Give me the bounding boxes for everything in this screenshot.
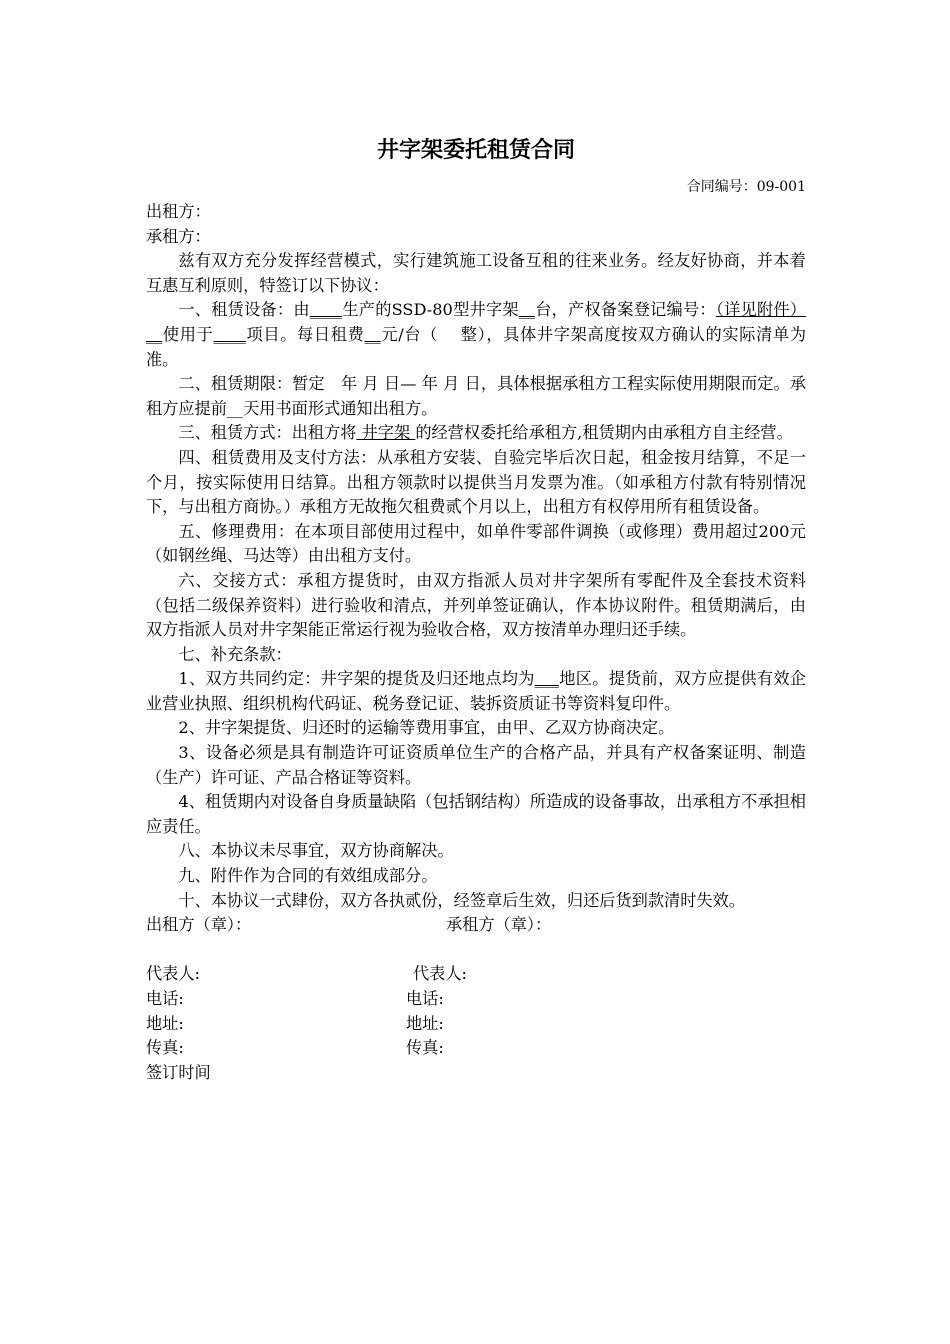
- contract-page: [146, 136, 806, 1085]
- clause-3: 三、租赁方式：出租方将 井字架 的经营权委托给承租方,租赁期内由承租方自主经营。: [178, 423, 793, 443]
- clause-7-4: 4、租赁期内对设备自身质量缺陷（包括钢结构）所造成的设备事故，出承租方不承担相应责任。: [146, 792, 806, 836]
- clause-9: 九、附件作为合同的有效组成部分。: [178, 866, 438, 886]
- document-title: 井字架委托租赁合同: [376, 138, 575, 163]
- clause-10: 十、本协议一式肆份，双方各执贰份，经签章后生效，归还后货到款清时失效。: [178, 890, 745, 910]
- lessor-representative: 代表人:: [146, 964, 201, 984]
- representative-row: [146, 962, 806, 987]
- phone-row: [146, 987, 806, 1012]
- clause-4: 四、租赁费用及支付方法：从承租方安装、自验完毕后次日起，租金按月结算，不足一个月，按实际使用日结算。出租方领款时以提供当月发票为准。（如承租方付款有特别情况下，与出租方商协。）承租方无故拖欠租费贰个月以上，出租方有权停用所有租赁设备。: [146, 447, 806, 517]
- clause-7-1: 1、双方共同约定：井字架的提货及归还地点均为___地区。提货前，双方应提供有效企业营业执照、组织机构代码证、税务登记证、装拆资质证书等资料复印件。: [146, 669, 806, 713]
- clause-7-3: 3、设备必须是具有制造许可证资质单位生产的合格产品，并具有产权备案证明、制造（生产）许可证、产品合格证等资料。: [146, 743, 806, 787]
- lessee-seal: 承租方（章）：: [446, 915, 552, 935]
- address-row: [146, 1012, 806, 1037]
- annex-reference: （详见附件）: [715, 300, 807, 320]
- lessee-phone: 电话:: [406, 989, 444, 1008]
- lessee-representative: 代表人:: [413, 964, 468, 984]
- sign-date: 签订时间: [146, 1062, 211, 1082]
- lessee-address: 地址:: [406, 1013, 444, 1033]
- clause-8: 八、本协议未尽事宜，双方协商解决。: [178, 841, 454, 861]
- clause-6: 六、交接方式：承租方提货时，由双方指派人员对井字架所有零配件及全套技术资料（包括二级保养资料）进行验收和清点，并列单签证确认，作本协议附件。租赁期满后，由双方指派人员对井字架能正常运行视为验收合格，双方按清单办理归还手续。: [146, 570, 806, 640]
- clause-2: 二、租赁期限：暂定 年 月 日— 年 月 日，具体根据承租方工程实际使用期限而定。承租方应提前__天用书面形式通知出租方。: [146, 374, 806, 418]
- sign-date-row: [146, 1061, 806, 1086]
- clause-1: 一、租赁设备：由____生产的SSD-80型井字架__台，产权备案登记编号：（详见附件）__使用于____项目。每日租费__元/台（ 整），具体井字架高度按双方确认的实际清单为准。: [146, 300, 807, 369]
- lessee-line: 承租方：: [146, 226, 211, 246]
- lessor-address: 地址:: [146, 1013, 184, 1033]
- lessor-fax: 传真:: [146, 1038, 184, 1058]
- clause-7: 七、补充条款：: [178, 644, 292, 664]
- clause-5: 五、修理费用：在本项目部使用过程中，如单件零部件调换（或修理）费用超过200元（如钢丝绳、马达等）由出租方支付。: [146, 521, 806, 566]
- lessor-line: 出租方：: [146, 202, 211, 221]
- lessee-fax: 传真:: [406, 1038, 444, 1058]
- equipment-name: 井字架: [356, 423, 416, 443]
- fax-row: [146, 1036, 806, 1061]
- seal-row: [146, 913, 806, 938]
- contract-number: 合同编号：09-001: [686, 179, 806, 195]
- lessor-seal: 出租方（章）：: [146, 915, 252, 935]
- clause-7-2: 2、井字架提货、归还时的运输等费用事宜，由甲、乙双方协商决定。: [178, 718, 675, 738]
- lessor-phone: 电话:: [146, 989, 184, 1008]
- intro-paragraph: 兹有双方充分发挥经营模式，实行建筑施工设备互租的往来业务。经友好协商，并本着互惠互利原则，特签订以下协议：: [146, 251, 806, 295]
